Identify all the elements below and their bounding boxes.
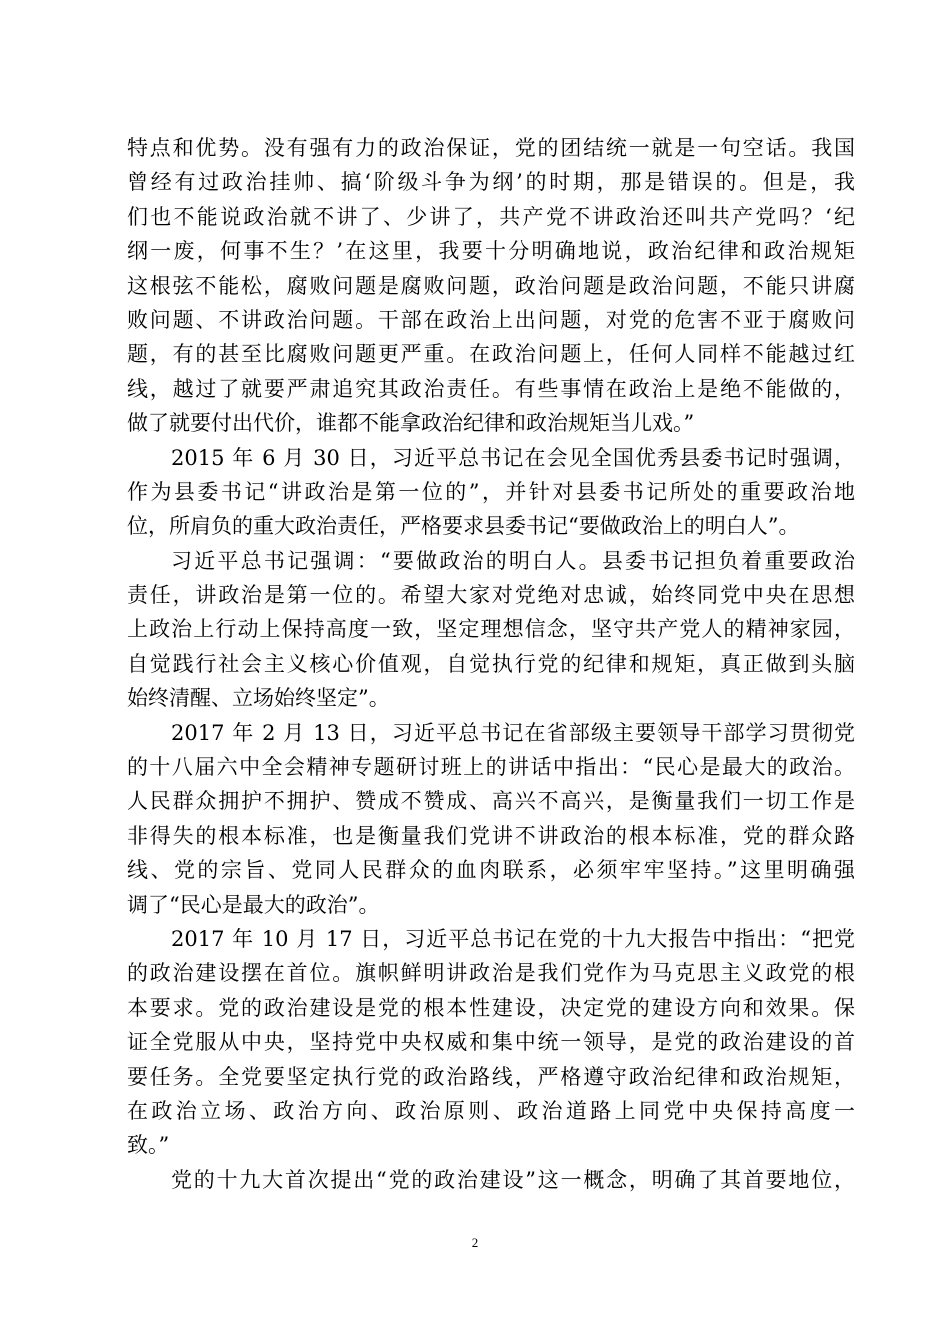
text-line: 上政治上行动上保持高度一致，坚定理想信念，坚守共产党人的精神家园， (127, 617, 855, 642)
text-line: 线、党的宗旨、党同人民群众的血肉联系，必须牢牢坚持。”这里明确强 (127, 858, 855, 883)
text-line: 证全党服从中央，坚持党中央权威和集中统一领导，是党的政治建设的首 (127, 1030, 855, 1055)
text-line: 的十八届六中全会精神专题研讨班上的讲话中指出：“民心是最大的政治。 (127, 755, 855, 780)
text-line: 这根弦不能松，腐败问题是腐败问题，政治问题是政治问题，不能只讲腐 (127, 273, 855, 298)
text-line: 题，有的甚至比腐败问题更严重。在政治问题上，任何人同样不能越过红 (127, 342, 855, 367)
text-line: 在政治立场、政治方向、政治原则、政治道路上同党中央保持高度一 (127, 1098, 855, 1123)
text-line: 做了就要付出代价，谁都不能拿政治纪律和政治规矩当儿戏。” (127, 411, 695, 436)
text-line: 线，越过了就要严肃追究其政治责任。有些事情在政治上是绝不能做的， (127, 376, 855, 401)
text-line: 责任，讲政治是第一位的。希望大家对党绝对忠诚，始终同党中央在思想 (127, 583, 855, 608)
text-line: 2015 年 6 月 30 日，习近平总书记在会见全国优秀县委书记时强调， (171, 445, 855, 470)
text-line: 作为县委书记“讲政治是第一位的”，并针对县委书记所处的重要政治地 (127, 479, 855, 504)
text-line: 党的十九大首次提出“党的政治建设”这一概念，明确了其首要地位， (171, 1167, 855, 1192)
text-line: 的政治建设摆在首位。旗帜鲜明讲政治是我们党作为马克思主义政党的根 (127, 961, 855, 986)
text-line: 们也不能说政治就不讲了、少讲了，共产党不讲政治还叫共产党吗？‘纪 (127, 204, 855, 229)
text-line: 自觉践行社会主义核心价值观，自觉执行党的纪律和规矩，真正做到头脑 (127, 651, 855, 676)
text-line: 调了“民心是最大的政治”。 (127, 892, 380, 917)
text-line: 特点和优势。没有强有力的政治保证，党的团结统一就是一句空话。我国 (127, 136, 855, 160)
text-line: 曾经有过政治挂帅、搞‘阶级斗争为纲’的时期，那是错误的。但是，我 (127, 170, 855, 195)
text-line: 2017 年 2 月 13 日，习近平总书记在省部级主要领导干部学习贯彻党 (171, 720, 855, 745)
text-line: 非得失的根本标准，也是衡量我们党讲不讲政治的根本标准，党的群众路 (127, 823, 855, 848)
text-line: 要任务。全党要坚定执行党的政治路线，严格遵守政治纪律和政治规矩， (127, 1064, 855, 1089)
text-line: 败问题、不讲政治问题。干部在政治上出问题，对党的危害不亚于腐败问 (127, 307, 855, 332)
text-line: 2017 年 10 月 17 日，习近平总书记在党的十九大报告中指出：“把党 (171, 926, 855, 951)
text-line: 致。” (127, 1133, 170, 1158)
text-line: 人民群众拥护不拥护、赞成不赞成、高兴不高兴，是衡量我们一切工作是 (127, 789, 855, 814)
text-line: 纲一废，何事不生？’在这里，我要十分明确地说，政治纪律和政治规矩 (127, 239, 855, 264)
text-line: 习近平总书记强调：“要做政治的明白人。县委书记担负着重要政治 (171, 548, 855, 573)
page-number: 2 (471, 1235, 479, 1250)
text-line: 本要求。党的政治建设是党的根本性建设，决定党的建设方向和效果。保 (127, 995, 855, 1020)
text-line: 始终清醒、立场始终坚定”。 (127, 686, 390, 711)
body-text (127, 131, 855, 1197)
text-line: 位，所肩负的重大政治责任，严格要求县委书记“要做政治上的明白人”。 (127, 514, 800, 539)
